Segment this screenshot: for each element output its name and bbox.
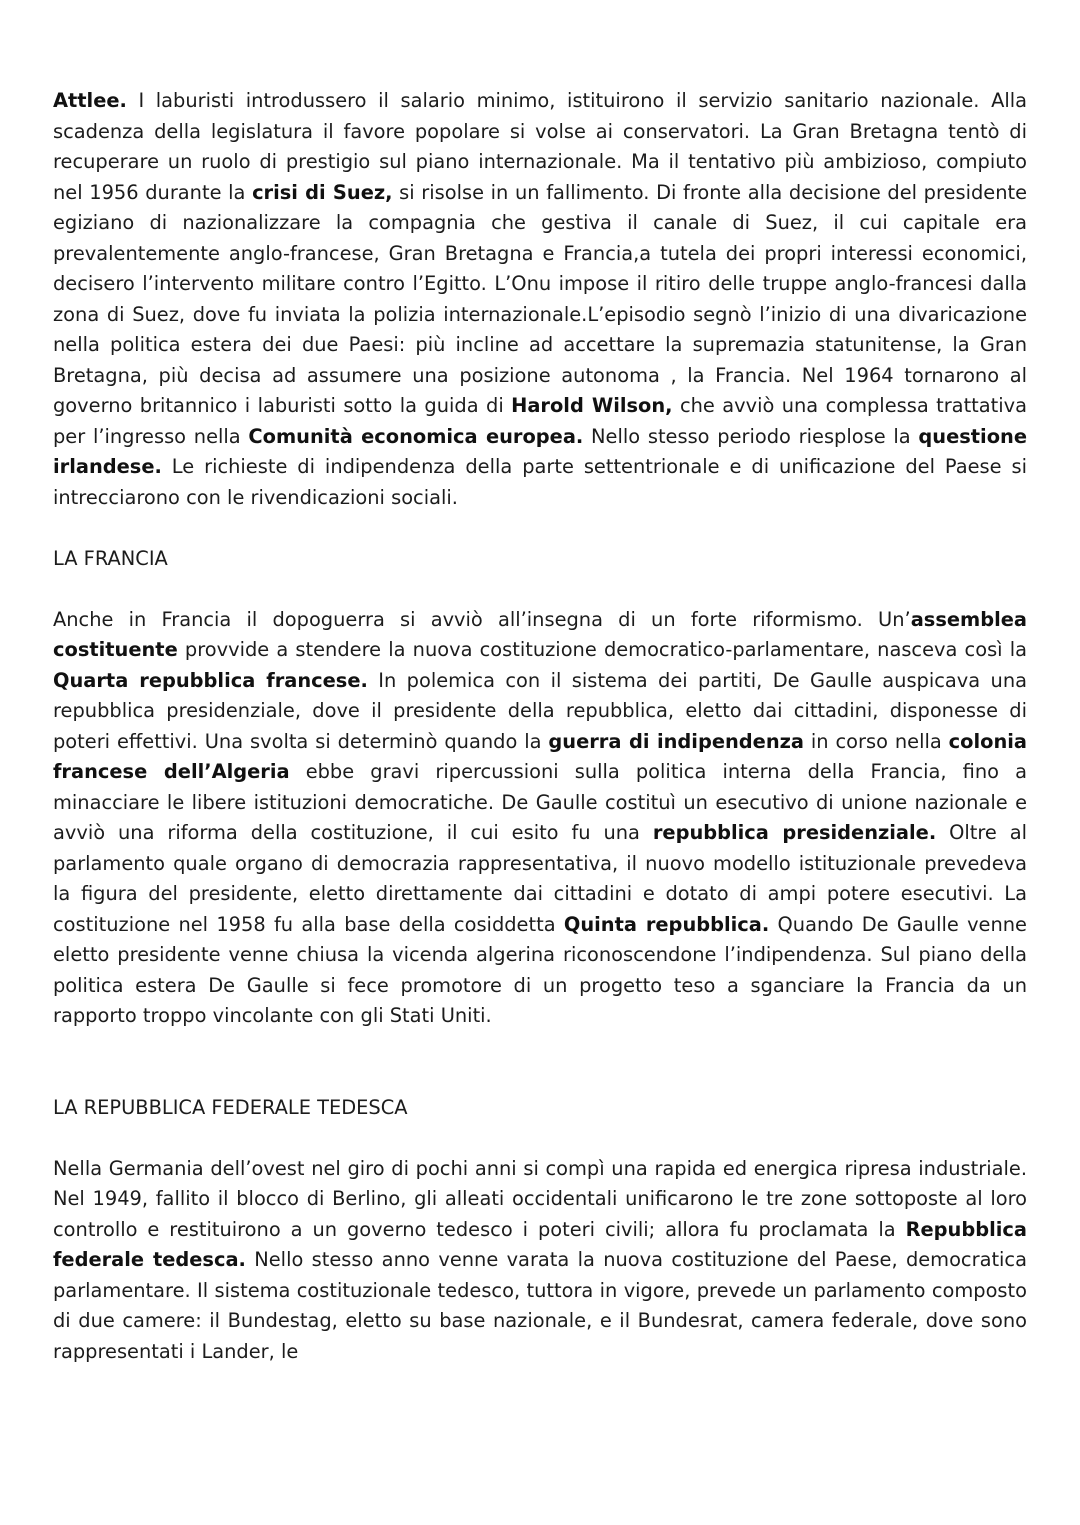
bold-term: crisi di Suez, [252,180,393,204]
bold-term: questione irlandese. [53,424,1027,478]
spacer [53,574,1027,605]
heading-repubblica-federale-tedesca: LA REPUBBLICA FEDERALE TEDESCA [53,1095,408,1119]
bold-term: repubblica presidenziale. [652,821,937,844]
bold-term: Comunità economica europea. [248,424,584,448]
bold-term: colonia francese dell’Algeria [53,729,1027,783]
text-run: Nello stesso periodo riesplose la [583,424,919,448]
bold-term: Quarta repubblica francese. [53,668,368,692]
text-run: Anche in Francia il dopoguerra si avviò all’insegna di un forte riformismo. Un’ [53,607,911,631]
bold-term: Attlee. [53,89,127,112]
paragraph-gran-bretagna [53,86,1027,513]
spacer [53,1123,1027,1154]
bold-term: Harold Wilson, [511,394,673,417]
spacer [53,513,1027,544]
bold-term: assemblea costituente [53,607,1027,661]
text-run: si risolse in un fallimento. Di fronte alla decisione del presidente egiziano di nazionalizzare la compagnia che gestiva il canale di Suez, il cui capitale era prevalentemente anglo-francese, Gran Bretagna e Francia,a tutela dei propri interessi economici, decisero l’intervento militare contro l’Egitto. L’Onu impose il ritiro delle truppe anglo-francesi dalla zona di Suez, dove fu inviata la polizia internazionale.L’episodio segnò l’inizio di una divaricazione nella politica estera dei due Paesi: più incline ad accettare la supremazia statunitense, la Gran Bretagna, più decisa ad assumere una posizione autonoma , la Francia. Nel 1964 tornarono al governo britannico i laburisti sotto la guida di [53,180,1028,417]
paragraph-francia [53,605,1027,1032]
text-run: Oltre al parlamento quale organo di democrazia rappresentativa, il nuovo modello istituzionale prevedeva la figura del presidente, eletto direttamente dai cittadini e dotato di ampi potere esecutivi. La costituzione nel 1958 fu alla base della cosiddetta [53,821,1027,936]
bold-term: guerra di indipendenza [548,729,804,753]
spacer [53,1032,1027,1093]
text-run: Quando De Gaulle venne eletto presidente venne chiusa la vicenda algerina riconoscendone l’indipendenza. Sul piano della politica estera De Gaulle si fece promotore di un progetto teso a sganciare la Francia da un rapporto troppo vincolante con gli Stati Uniti. [53,912,1027,1027]
text-run: in corso nella [804,729,949,753]
bold-term: Repubblica federale tedesca. [53,1217,1027,1271]
paragraph-germania [53,1154,1027,1368]
text-run: In polemica con il sistema dei partiti, De Gaulle auspicava una repubblica presidenziale, dove il presidente della repubblica, eletto dai cittadini, disponesse di poteri effettivi. Una svolta si determinò quando la [53,668,1027,753]
text-run: Nello stesso anno venne varata la nuova costituzione del Paese, democratica parlamentare. Il sistema costituzionale tedesco, tuttora in vigore, prevede un parlamento composto di due camere: il Bundestag, eletto su base nazionale, e il Bundesrat, camera federale, dove sono rappresentati i Lander, le [53,1248,1027,1363]
bold-term: Quinta repubblica. [563,912,770,936]
text-run: Nella Germania dell’ovest nel giro di pochi anni si compì una rapida ed energica ripresa industriale. Nel 1949, fallito il blocco di Berlino, gli alleati occidentali unificarono le tre zone sottoposte al loro controllo e restituirono a un governo tedesco i poteri civili; allora fu proclamata la [53,1156,1027,1241]
text-run: provvide a stendere la nuova costituzione democratico-parlamentare, nasceva così la [177,638,1027,661]
text-run: I laburisti introdussero il salario minimo, istituirono il servizio sanitario nazionale. Alla scadenza della legislatura il favore popolare si volse ai conservatori. La Gran Bretagna tentò di recuperare un ruolo di prestigio sul piano internazionale. Ma il tentativo più ambizioso, compiuto nel 1956 durante la [53,89,1027,204]
text-run: Le richieste di indipendenza della parte settentrionale e di unificazione del Paese si intrecciarono con le rivendicazioni sociali. [53,455,1027,509]
text-run: ebbe gravi ripercussioni sulla politica interna della Francia, fino a minacciare le libere istituzioni democratiche. De Gaulle costituì un esecutivo di unione nazionale e avviò una riforma della costituzione, il cui esito fu una [53,760,1027,844]
heading-la-francia: LA FRANCIA [53,546,168,570]
text-run: che avviò una complessa trattativa per l’ingresso nella [53,394,1028,448]
